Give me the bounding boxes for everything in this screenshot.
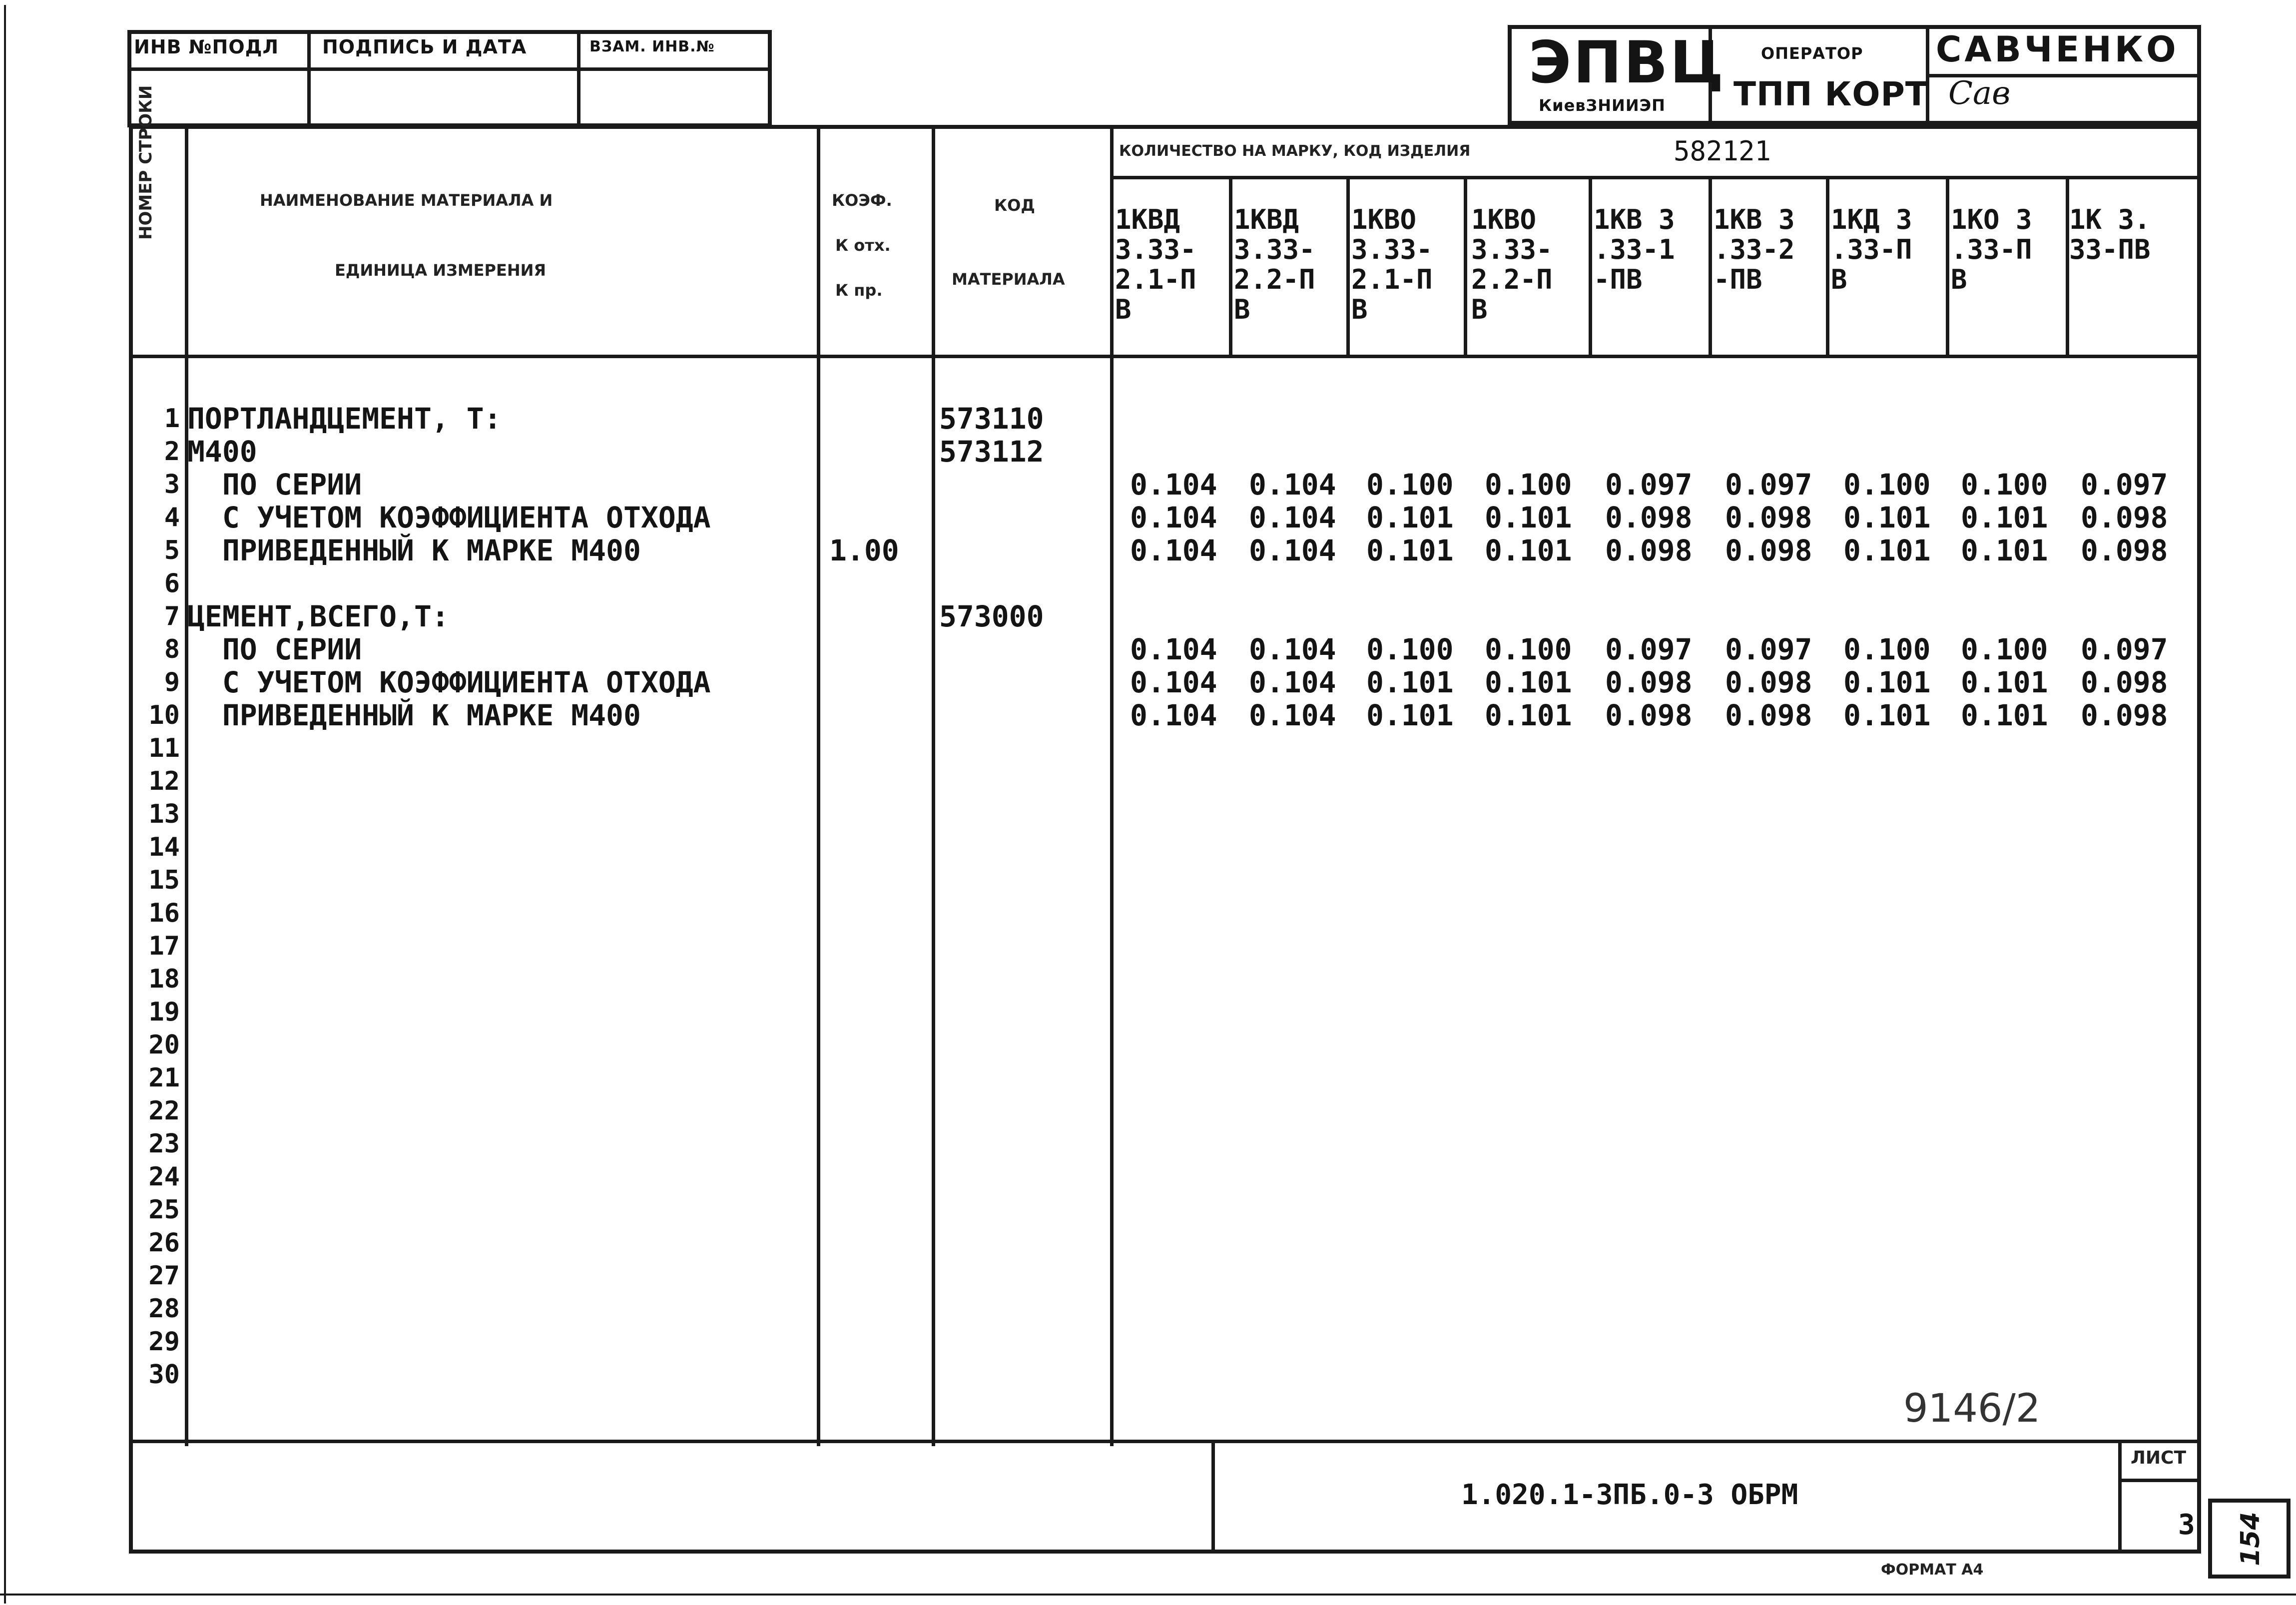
material-name: М400	[187, 435, 257, 469]
row-number: 11	[148, 733, 180, 763]
quantity-value: 0.098	[2081, 665, 2168, 699]
product-column-header-line: 3.33-	[1115, 234, 1196, 265]
row-number: 14	[148, 832, 180, 862]
quantity-value: 0.098	[1725, 698, 1812, 732]
product-column-header-line: 3.33-	[1351, 234, 1433, 265]
page-bottom-edge	[0, 1594, 2296, 1596]
name-header-line1: НАИМЕНОВАНИЕ МАТЕРИАЛА И	[260, 191, 553, 210]
material-code: 573000	[939, 599, 1044, 633]
quantity-value: 0.101	[1961, 501, 2048, 535]
product-column-header-line: 1КВ 3	[1594, 204, 1675, 235]
row-number: 25	[148, 1195, 180, 1225]
row-number: 9	[164, 667, 180, 697]
coefficient: 1.00	[829, 534, 899, 567]
code-header-line2: МАТЕРИАЛА	[952, 270, 1065, 289]
product-column-header-line: 1КВД	[1115, 204, 1180, 235]
code-header-line1: КОД	[994, 196, 1035, 215]
quantity-value: 0.101	[1485, 665, 1572, 699]
quantity-value: 0.097	[2081, 468, 2168, 502]
row-number: 4	[164, 503, 180, 533]
quantity-value: 0.100	[1843, 632, 1931, 666]
operator-name: САВЧЕНКО	[1936, 29, 2179, 70]
material-code: 573110	[939, 402, 1044, 436]
product-column-header-line: 1КВО	[1351, 204, 1417, 235]
product-column-header-line: 2.2-П	[1234, 264, 1315, 295]
quantity-value: 0.101	[1366, 534, 1454, 567]
row-number: 18	[148, 964, 180, 994]
row-number: 2	[164, 437, 180, 467]
quantity-value: 0.100	[1366, 632, 1454, 666]
row-number: 22	[148, 1096, 180, 1126]
name-header-line2: ЕДИНИЦА ИЗМЕРЕНИЯ	[335, 261, 547, 280]
quantity-value: 0.101	[1485, 534, 1572, 567]
quantity-value: 0.098	[1605, 534, 1693, 567]
qty-header-label: КОЛИЧЕСТВО НА МАРКУ, КОД ИЗДЕЛИЯ	[1119, 142, 1471, 160]
quantity-value: 0.104	[1249, 534, 1336, 567]
quantity-value: 0.101	[1961, 534, 2048, 567]
material-name: ПРИВЕДЕННЫЙ К МАРКЕ М400	[187, 698, 641, 732]
quantity-value: 0.104	[1130, 665, 1217, 699]
row-number: 23	[148, 1129, 180, 1159]
product-column-header-line: 1КО 3	[1951, 204, 2032, 235]
quantity-value: 0.097	[1725, 468, 1812, 502]
quantity-value: 0.101	[1485, 698, 1572, 732]
quantity-value: 0.100	[1961, 468, 2048, 502]
quantity-value: 0.101	[1843, 534, 1931, 567]
quantity-value: 0.098	[2081, 534, 2168, 567]
qty-header-rule	[1110, 176, 2201, 179]
product-column-header-line: В	[1471, 294, 1488, 325]
operator-dept: ТПП КОРТ	[1733, 75, 1928, 113]
row-number: 5	[164, 535, 180, 565]
product-column-header-line: -ПВ	[1594, 264, 1643, 295]
quantity-value: 0.101	[1843, 665, 1931, 699]
quantity-value: 0.104	[1249, 632, 1336, 666]
material-code: 573112	[939, 435, 1044, 469]
page-left-edge	[4, 5, 6, 1604]
product-column-header-line: В	[1351, 294, 1368, 325]
quantity-value: 0.100	[1485, 632, 1572, 666]
row-number: 8	[164, 634, 180, 664]
product-column-header-line: В	[1115, 294, 1132, 325]
quantity-value: 0.100	[1961, 632, 2048, 666]
quantity-value: 0.104	[1249, 698, 1336, 732]
quantity-value: 0.101	[1366, 665, 1454, 699]
row-number: 19	[148, 997, 180, 1027]
quantity-value: 0.101	[1843, 698, 1931, 732]
material-name: ЦЕМЕНТ,ВСЕГО,Т:	[187, 599, 449, 633]
row-number: 6	[164, 568, 180, 598]
row-number: 24	[148, 1162, 180, 1192]
quantity-value: 0.101	[1961, 698, 2048, 732]
main-table	[129, 125, 2201, 1554]
row-number: 17	[148, 931, 180, 961]
row-number: 16	[148, 898, 180, 928]
header-bottom-rule	[129, 355, 2201, 358]
row-number: 21	[148, 1063, 180, 1093]
coef-header-line2: К отх.	[835, 236, 891, 255]
product-column-header-line: 3.33-	[1471, 234, 1553, 265]
quantity-value: 0.104	[1249, 468, 1336, 502]
row-number: 27	[148, 1261, 180, 1291]
product-column-header-line: .33-П	[1831, 234, 1912, 265]
material-name: ПО СЕРИИ	[187, 632, 362, 666]
quantity-value: 0.097	[2081, 632, 2168, 666]
stamp-cell-signature-date: ПОДПИСЬ И ДАТА	[322, 36, 527, 58]
product-column-header-line: В	[1831, 264, 1847, 295]
product-column-header-line: В	[1951, 264, 1967, 295]
product-column-header-line: 33-ПВ	[2069, 234, 2151, 265]
coef-header-line3: К пр.	[835, 281, 883, 300]
format-label: ФОРМАТ А4	[1881, 1561, 1984, 1579]
quantity-value: 0.101	[1843, 501, 1931, 535]
product-column-header-line: .33-2	[1714, 234, 1795, 265]
quantity-value: 0.104	[1130, 468, 1217, 502]
quantity-value: 0.100	[1366, 468, 1454, 502]
product-column-header-line: 1К 3.	[2069, 204, 2151, 235]
quantity-value: 0.098	[2081, 698, 2168, 732]
stamp-cell-inv-podl: ИНВ №ПОДЛ	[134, 36, 279, 58]
quantity-value: 0.101	[1366, 501, 1454, 535]
row-number: 20	[148, 1030, 180, 1060]
product-column-header-line: 3.33-	[1234, 234, 1315, 265]
sheet-label: ЛИСТ	[2131, 1448, 2187, 1468]
sheet-number: 3	[2178, 1509, 2195, 1541]
product-column-header-line: 1КВ 3	[1714, 204, 1795, 235]
org-main-label: ЭПВЦ	[1529, 29, 1726, 96]
quantity-value: 0.104	[1249, 501, 1336, 535]
row-number: 30	[148, 1360, 180, 1390]
row-number: 26	[148, 1228, 180, 1258]
product-column-header-line: В	[1234, 294, 1250, 325]
quantity-value: 0.098	[1605, 698, 1693, 732]
quantity-value: 0.104	[1130, 501, 1217, 535]
org-sub-label: КиевЗНИИЭП	[1539, 96, 1666, 115]
quantity-value: 0.098	[2081, 501, 2168, 535]
quantity-value: 0.100	[1843, 468, 1931, 502]
footer-top-rule	[129, 1440, 2201, 1443]
product-column-header-line: 2.1-П	[1351, 264, 1433, 295]
quantity-value: 0.101	[1366, 698, 1454, 732]
material-name: ПО СЕРИИ	[187, 468, 362, 502]
product-column-header-line: -ПВ	[1714, 264, 1762, 295]
row-number: 7	[164, 601, 180, 631]
quantity-value: 0.098	[1725, 665, 1812, 699]
row-number: 12	[148, 766, 180, 796]
quantity-value: 0.097	[1605, 632, 1693, 666]
quantity-value: 0.104	[1249, 665, 1336, 699]
product-column-header-line: .33-П	[1951, 234, 2032, 265]
quantity-value: 0.098	[1725, 501, 1812, 535]
quantity-value: 0.101	[1485, 501, 1572, 535]
quantity-value: 0.098	[1605, 501, 1693, 535]
product-column-header-line: 2.1-П	[1115, 264, 1196, 295]
quantity-value: 0.104	[1130, 534, 1217, 567]
row-number: 29	[148, 1327, 180, 1357]
quantity-value: 0.100	[1485, 468, 1572, 502]
material-name: ПРИВЕДЕННЫЙ К МАРКЕ М400	[187, 534, 641, 567]
operator-label: ОПЕРАТОР	[1761, 44, 1863, 63]
quantity-value: 0.098	[1605, 665, 1693, 699]
row-number: 15	[148, 865, 180, 895]
quantity-value: 0.104	[1130, 632, 1217, 666]
product-column-header-line: 2.2-П	[1471, 264, 1553, 295]
stamp-cell-vzam-inv: ВЗАМ. ИНВ.№	[589, 38, 715, 55]
material-name: С УЧЕТОМ КОЭФФИЦИЕНТА ОТХОДА	[187, 501, 711, 535]
product-column-header-line: 1КД 3	[1831, 204, 1912, 235]
row-number: 3	[164, 470, 180, 500]
quantity-value: 0.097	[1725, 632, 1812, 666]
document-code: 1.020.1-3ПБ.0-3 ОБРМ	[1461, 1479, 1798, 1511]
product-column-header-line: .33-1	[1594, 234, 1675, 265]
row-number: 1	[164, 404, 180, 434]
row-number: 13	[148, 799, 180, 829]
row-number: 28	[148, 1294, 180, 1324]
material-name: ПОРТЛАНДЦЕМЕНТ, Т:	[187, 402, 502, 436]
row-number-header: НОМЕР СТРОКИ	[136, 85, 156, 240]
quantity-value: 0.101	[1961, 665, 2048, 699]
coef-header-line1: КОЭФ.	[832, 191, 892, 210]
handwritten-reference: 9146/2	[1903, 1386, 2041, 1431]
side-number: 154	[2236, 1512, 2266, 1566]
quantity-value: 0.097	[1605, 468, 1693, 502]
operator-signature: Сав	[1948, 75, 2011, 112]
row-number: 10	[148, 700, 180, 730]
product-code: 582121	[1674, 135, 1771, 167]
quantity-value: 0.104	[1130, 698, 1217, 732]
material-name: С УЧЕТОМ КОЭФФИЦИЕНТА ОТХОДА	[187, 665, 711, 699]
quantity-value: 0.098	[1725, 534, 1812, 567]
product-column-header-line: 1КВО	[1471, 204, 1537, 235]
product-column-header-line: 1КВД	[1234, 204, 1299, 235]
